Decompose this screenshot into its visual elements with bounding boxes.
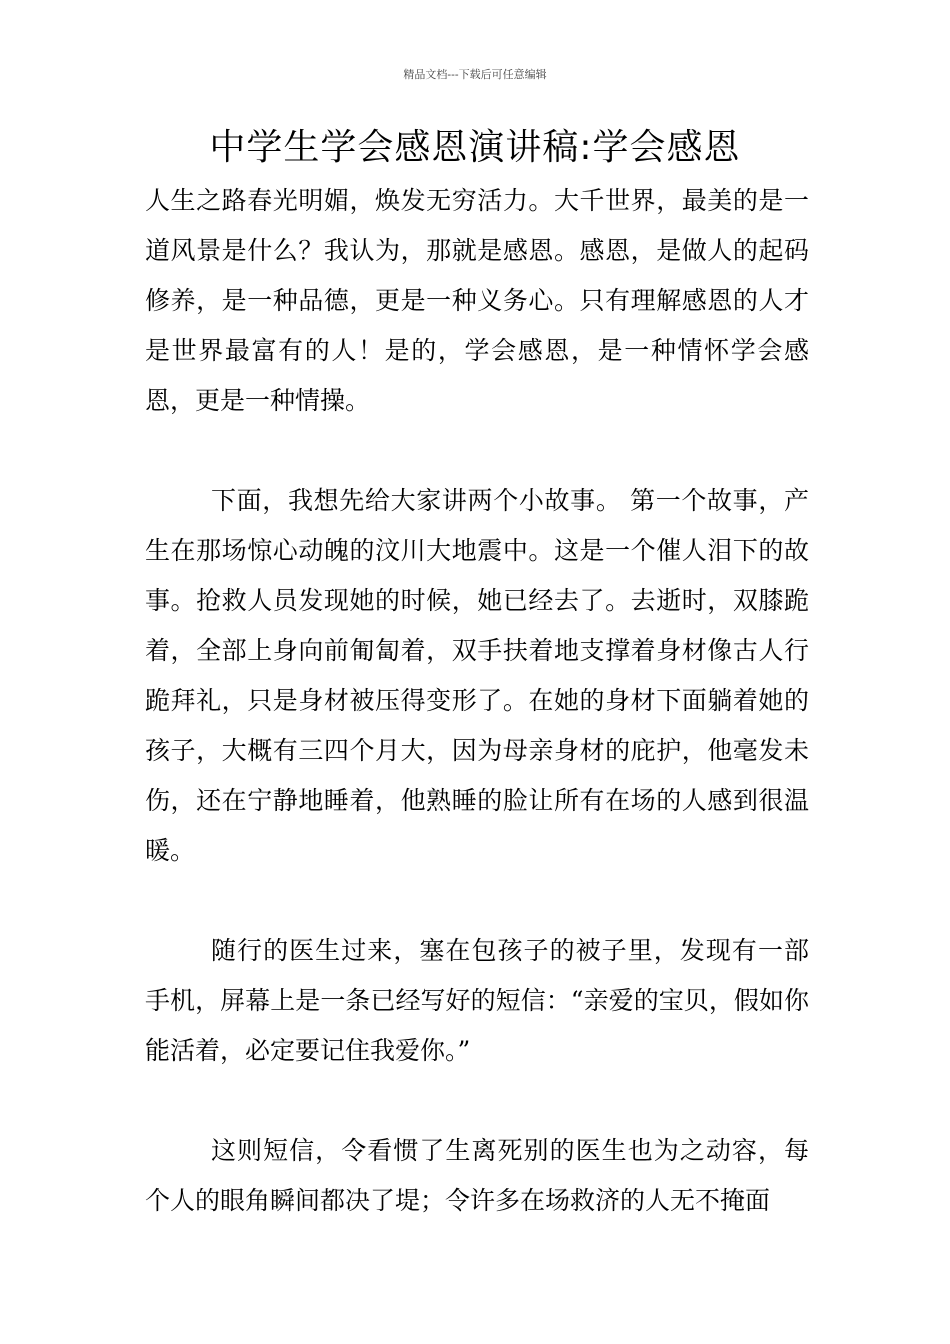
paragraph-story-one: 下面，我想先给大家讲两个小故事。 第一个故事，产生在那场惊心动魄的汶川大地震中。这是一个催人泪下的故事。抢救人员发现她的时候，她已经去了。去逝时，双膝跪着，全部上身向前匍匐着，双手扶着地支撑着身材像古人行跪拜礼，只是身材被压得变形了。在她的身材下面躺着她的孩子，大概有三四个月大，因为母亲身材的庇护，他毫发未伤，还在宁静地睡着，他熟睡的脸让所有在场的人感到很温暖。 [145,486,809,865]
document-title: 中学生学会感恩演讲稿:学会感恩 [209,127,741,168]
paragraph-intro: 人生之路春光明媚，焕发无穷活力。大千世界，最美的是一道风景是什么？我认为，那就是感恩。感恩，是做人的起码修养，是一种品德，更是一种义务心。只有理解感恩的人才是世界最富有的人！是的，学会感恩，是一种情怀学会感恩，更是一种情操。 [145,186,809,415]
paragraph-message-effect: 这则短信，令看惯了生离死别的医生也为之动容，每个人的眼角瞬间都决了堤；令许多在场救济的人无不掩面 [145,1136,809,1215]
page-header-note: 精品文档---下载后可任意编辑 [403,68,547,81]
paragraph-spacer [145,1076,809,1126]
paragraph-doctor-finds-phone: 随行的医生过来，塞在包孩子的被子里，发现有一部手机，屏幕上是一条已经写好的短信：“亲爱的宝贝，假如你能活着，必定要记住我爱你。” [145,936,809,1065]
paragraph-spacer [145,426,809,476]
paragraph-spacer [145,876,809,926]
document-body [145,176,809,1226]
